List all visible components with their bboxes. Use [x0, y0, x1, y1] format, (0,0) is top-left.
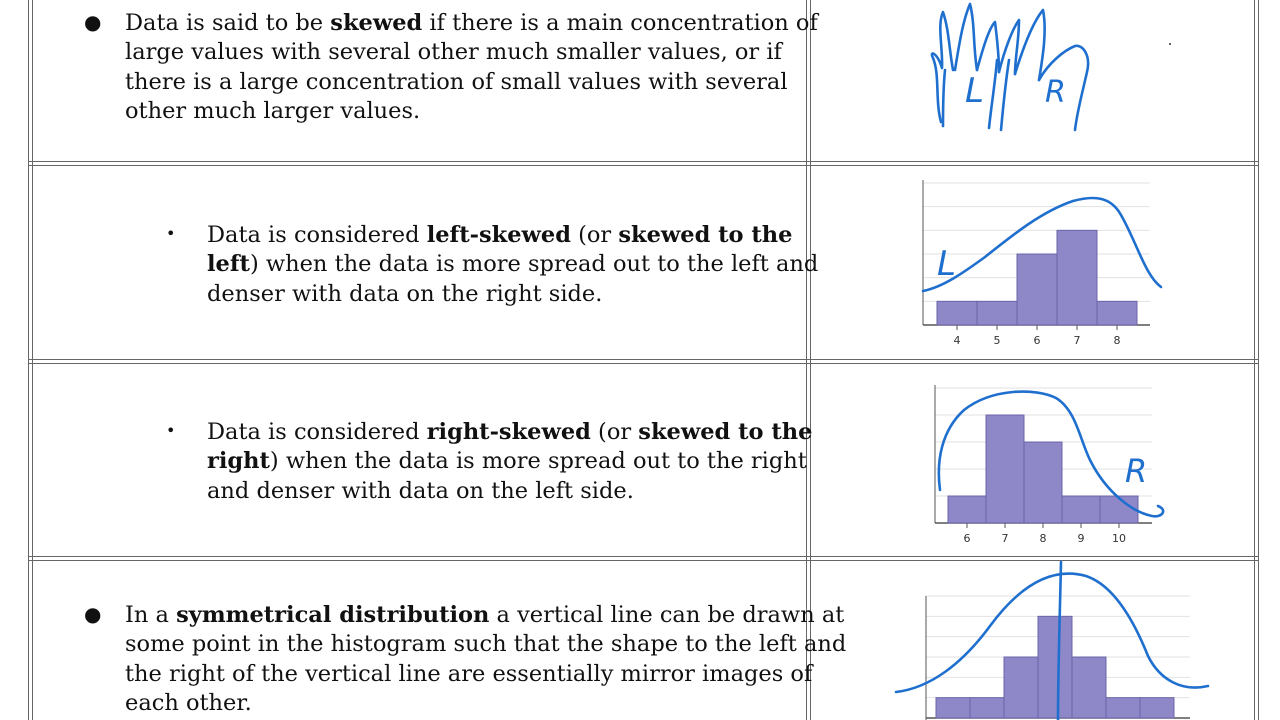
- bold-term: left-skewed: [426, 222, 571, 248]
- histogram-bar: [936, 698, 970, 718]
- x-tick-label: 4: [953, 334, 961, 347]
- ink-stroke: [989, 60, 997, 128]
- histogram-bar: [1038, 616, 1072, 718]
- bullet-dot: •: [166, 421, 176, 440]
- text-segment: ) when the data is more spread out to the right: [269, 448, 807, 475]
- text-segment: ) when the data is more spread out to the left and: [249, 251, 819, 278]
- histogram-bar: [1106, 698, 1140, 718]
- row-divider-2: [28, 359, 1258, 364]
- histogram-bar: [937, 301, 977, 325]
- histogram-bar: [1097, 301, 1137, 325]
- text-line: [125, 38, 818, 67]
- histogram-bar: [1140, 698, 1174, 718]
- ink-stroke: [943, 70, 945, 126]
- text-line: [125, 9, 818, 38]
- bold-term: right-skewed: [426, 419, 591, 445]
- text-line: [207, 280, 818, 309]
- annotation-letter-l: L: [937, 244, 956, 284]
- symmetrical-histogram: [890, 560, 1220, 720]
- text-segment: a vertical line can be drawn at: [489, 602, 845, 628]
- annotation-letter-r: R: [1125, 452, 1148, 490]
- text-line: [207, 447, 812, 476]
- x-tick-label: 6: [1033, 334, 1041, 347]
- x-tick-label: 8: [1039, 532, 1047, 545]
- bold-term: symmetrical distribution: [176, 602, 490, 628]
- histogram-bar: [977, 301, 1017, 325]
- text-segment: and denser with data on the left side.: [207, 477, 634, 504]
- text-segment: Data is considered: [207, 419, 427, 445]
- text-segment: some point in the histogram such that the shape to the left and: [125, 631, 847, 658]
- text-line: [125, 68, 818, 97]
- histogram-bar: [1017, 254, 1057, 325]
- right-skewed-definition-text: [207, 418, 812, 506]
- ink-stroke: [1001, 60, 1009, 130]
- text-line: [207, 477, 812, 506]
- histogram-bar: [1004, 657, 1038, 718]
- bold-term: skewed: [330, 10, 423, 36]
- histogram-bar: [986, 415, 1024, 523]
- left-skewed-definition-text: [207, 221, 818, 309]
- text-segment: there is a large concentration of small values with several: [125, 68, 788, 95]
- bullet-dot: ●: [84, 602, 102, 626]
- x-tick-label: 6: [963, 532, 971, 545]
- text-segment: Data is considered: [207, 222, 427, 248]
- text-line: [207, 250, 818, 279]
- text-segment: large values with several other much smaller values, or if: [125, 39, 782, 66]
- text-line: [125, 689, 846, 718]
- bold-term: right: [207, 448, 270, 475]
- annotation-letter-l: L: [965, 71, 984, 111]
- x-tick-label: 8: [1113, 334, 1121, 347]
- histogram-bar: [1062, 496, 1100, 523]
- text-line: [125, 601, 846, 630]
- skewed-definition-text: [125, 9, 818, 126]
- hand-drawn-skew-sketch: [915, 0, 1115, 135]
- annotation-letter-r: R: [1045, 75, 1066, 110]
- bold-term: left: [207, 251, 250, 278]
- bullet-dot: •: [166, 224, 176, 243]
- row-divider-1: [28, 161, 1258, 166]
- text-line: [125, 97, 818, 126]
- symmetrical-definition-text: [125, 601, 846, 718]
- bold-term: skewed to the: [618, 222, 793, 248]
- text-segment: (or: [590, 419, 639, 445]
- text-segment: other much larger values.: [125, 97, 421, 124]
- text-line: [207, 418, 812, 447]
- right-skewed-histogram: [920, 380, 1180, 555]
- text-segment: (or: [570, 222, 619, 248]
- stray-dot: [1169, 43, 1171, 45]
- text-segment: denser with data on the right side.: [207, 280, 603, 307]
- histogram-bar: [1072, 657, 1106, 718]
- x-tick-label: 7: [1001, 532, 1009, 545]
- x-tick-label: 9: [1077, 532, 1085, 545]
- text-line: [125, 660, 846, 689]
- histogram-bar: [948, 496, 986, 523]
- text-line: [207, 221, 818, 250]
- left-skewed-histogram: [915, 175, 1175, 355]
- ink-stroke: [955, 4, 977, 70]
- bullet-dot: ●: [84, 10, 102, 34]
- text-segment: each other.: [125, 689, 252, 716]
- bold-term: skewed to the: [638, 419, 813, 445]
- x-tick-label: 5: [993, 334, 1001, 347]
- x-tick-label: 7: [1073, 334, 1081, 347]
- x-tick-label: 10: [1112, 532, 1126, 545]
- histogram-bar: [1024, 442, 1062, 523]
- histogram-bar: [1057, 230, 1097, 325]
- text-line: [125, 630, 846, 659]
- text-segment: if there is a main concentration of: [422, 10, 818, 36]
- text-segment: In a: [125, 602, 177, 628]
- histogram-bar: [1100, 496, 1138, 523]
- text-segment: the right of the vertical line are essentially mirror images of: [125, 660, 813, 687]
- histogram-bar: [970, 698, 1004, 718]
- text-segment: Data is said to be: [125, 10, 331, 36]
